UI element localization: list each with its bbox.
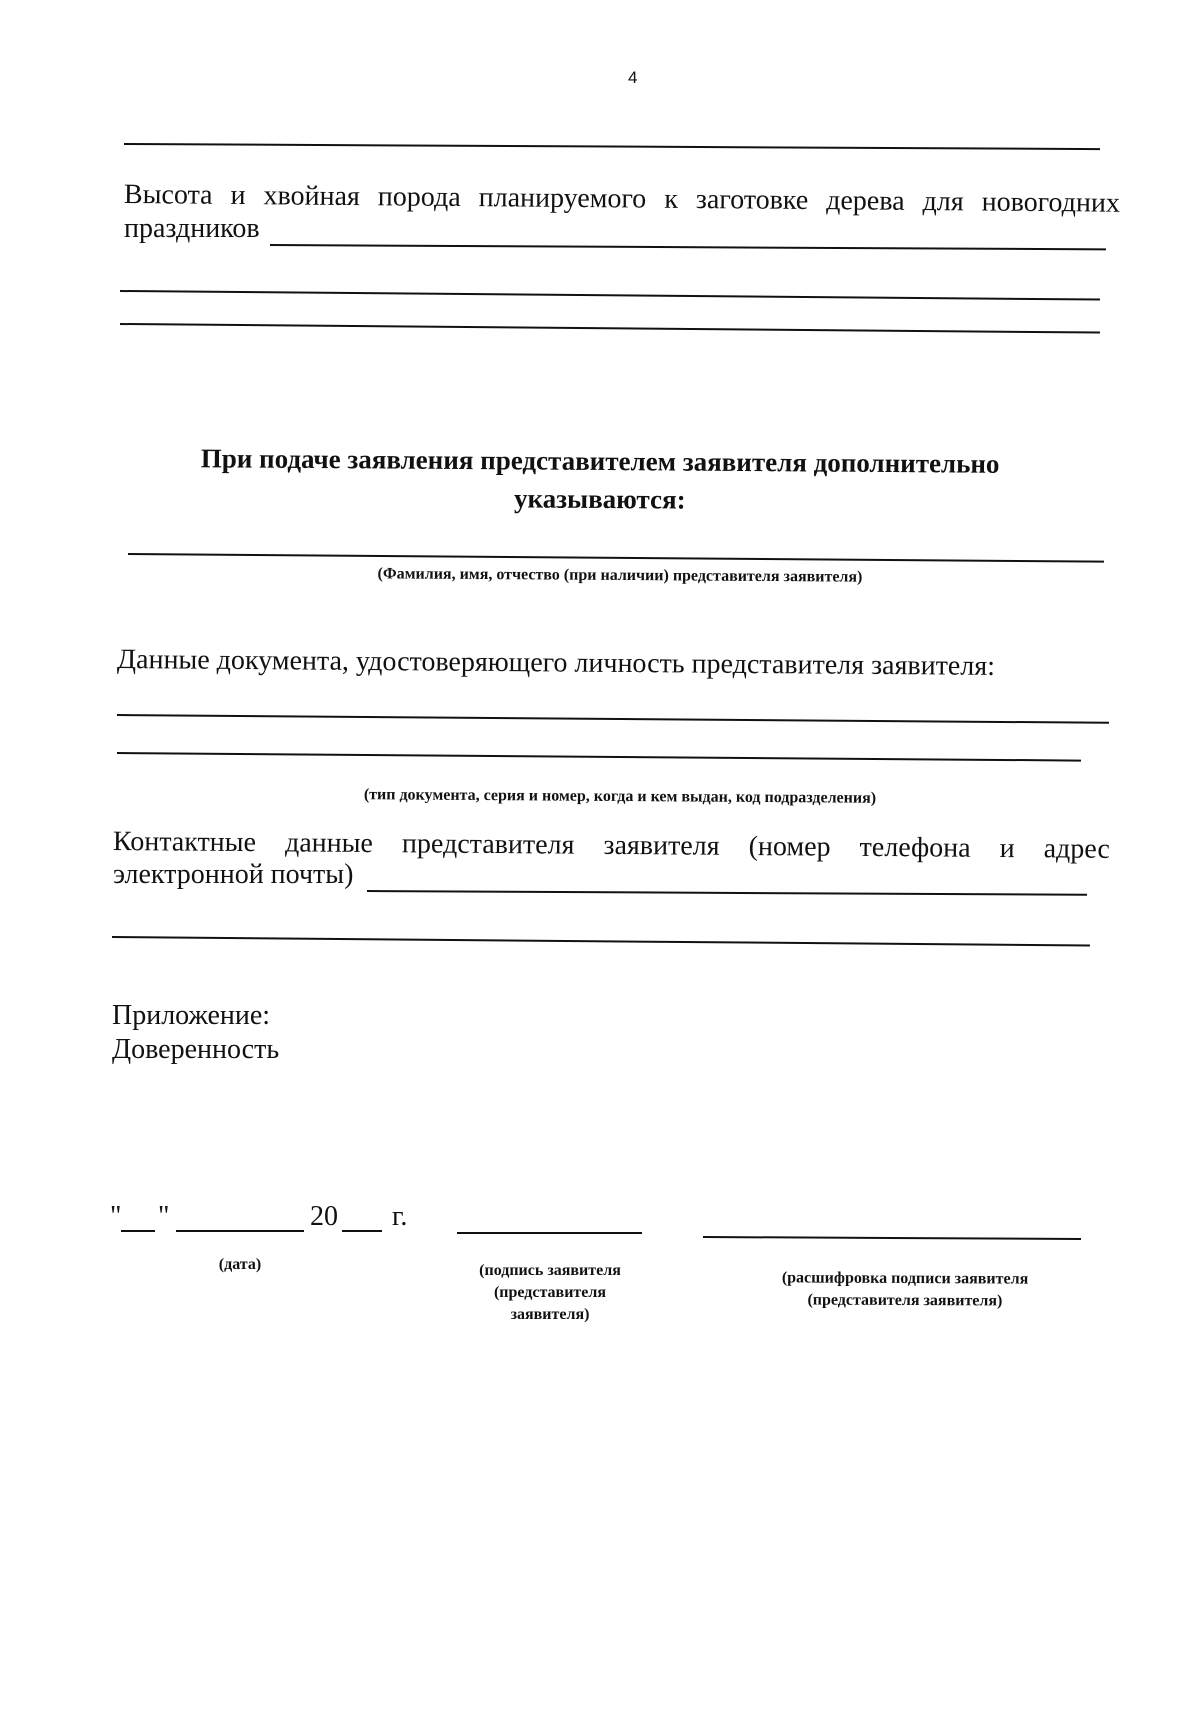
date-year-field[interactable] xyxy=(342,1230,382,1232)
word: и xyxy=(999,832,1015,865)
blank-line[interactable] xyxy=(124,143,1100,150)
representative-name-caption: (Фамилия, имя, отчество (при наличии) представителя заявителя) xyxy=(377,565,863,586)
date-day-field[interactable] xyxy=(121,1230,155,1232)
caption-line: (подпись заявителя xyxy=(479,1262,621,1279)
tree-height-field-extra[interactable] xyxy=(120,323,1100,334)
word: данные xyxy=(284,827,374,860)
word: Контактные xyxy=(112,826,257,859)
page-number: 4 xyxy=(628,68,638,87)
tree-height-field[interactable] xyxy=(270,244,1106,250)
caption-line: (представителя xyxy=(493,1284,607,1301)
word: новогодних xyxy=(981,186,1121,219)
word: и xyxy=(230,179,246,212)
caption-line: (расшифровка подписи заявителя xyxy=(781,1269,1029,1288)
date-close-quote: " xyxy=(158,1201,170,1232)
representative-name-field[interactable] xyxy=(128,553,1104,563)
date-year-suffix: г. xyxy=(392,1201,408,1232)
tree-height-label-continuation: праздников xyxy=(124,213,260,244)
attachment-item: Доверенность xyxy=(112,1034,280,1065)
word: порода xyxy=(377,181,461,213)
word: адрес xyxy=(1043,833,1111,865)
word: дерева xyxy=(826,185,905,217)
contact-data-field-extra[interactable] xyxy=(112,936,1090,947)
date-year-prefix: 20 xyxy=(310,1201,338,1232)
signature-field[interactable] xyxy=(457,1232,642,1234)
heading-line: указываются: xyxy=(513,483,686,515)
word: заявителя xyxy=(603,829,720,862)
tree-height-field-extra[interactable] xyxy=(120,290,1100,301)
signature-decoding-field[interactable] xyxy=(703,1236,1081,1240)
word: к xyxy=(664,183,679,215)
word: заготовке xyxy=(695,183,809,216)
caption-line: заявителя) xyxy=(510,1306,590,1323)
identity-document-field[interactable] xyxy=(117,714,1109,724)
attachment-label: Приложение: xyxy=(112,1000,271,1031)
representative-heading xyxy=(150,439,1051,521)
date-caption: (дата) xyxy=(218,1256,262,1273)
date-open-quote: " xyxy=(110,1201,122,1232)
word: хвойная xyxy=(263,180,360,213)
word: планируемого xyxy=(478,182,647,215)
caption-line: (представителя заявителя) xyxy=(807,1291,1003,1310)
tree-height-label xyxy=(124,178,1120,221)
word: для xyxy=(922,185,964,218)
heading-line: При подаче заявления представителем заявителя дополнительно xyxy=(200,443,1000,479)
signature-caption xyxy=(450,1260,650,1326)
contact-data-field[interactable] xyxy=(367,890,1087,896)
identity-document-label: Данные документа, удостоверяющего личность представителя заявителя: xyxy=(116,644,996,682)
contact-data-label-continuation: электронной почты) xyxy=(113,859,354,890)
word: Высота xyxy=(123,179,213,211)
word: представителя xyxy=(401,828,575,861)
word: телефона xyxy=(859,831,971,864)
identity-document-field[interactable] xyxy=(117,752,1081,762)
word: (номер xyxy=(748,830,831,863)
date-month-field[interactable] xyxy=(176,1230,304,1232)
identity-document-caption: (тип документа, серия и номер, когда и кем выдан, код подразделения) xyxy=(363,786,877,807)
signature-decoding-caption xyxy=(745,1267,1065,1313)
